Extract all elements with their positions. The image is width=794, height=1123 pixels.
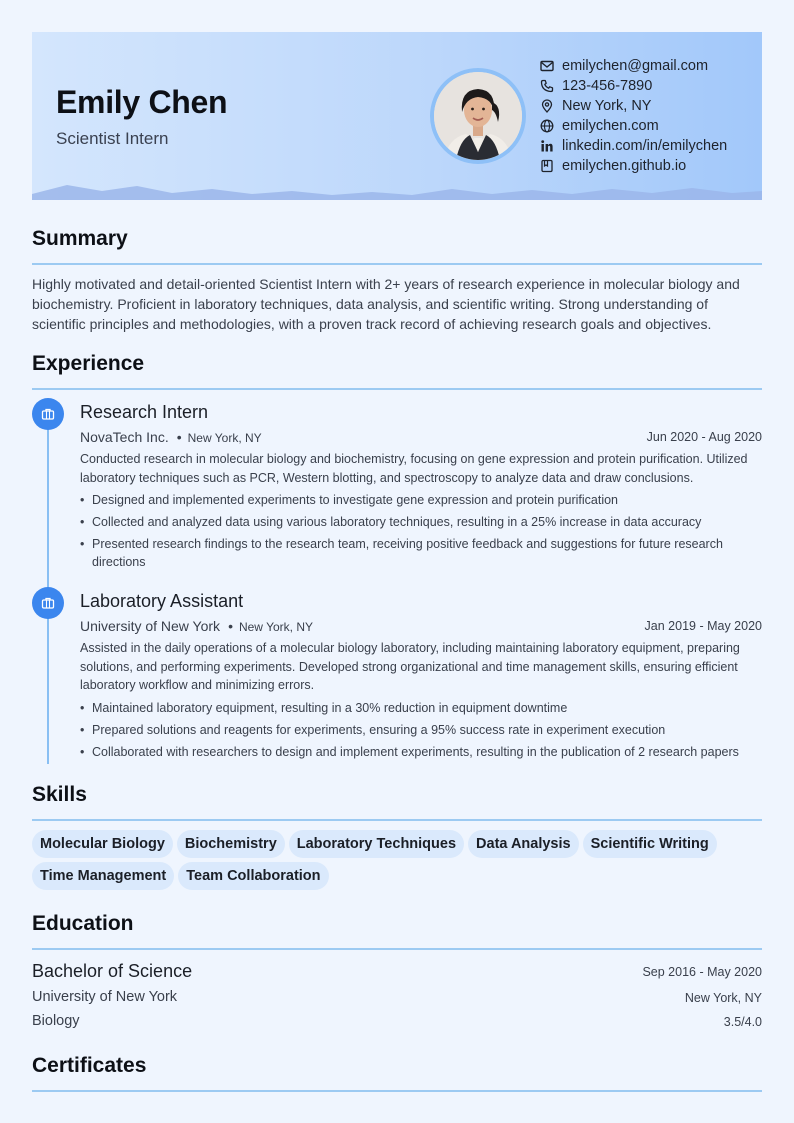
mountain-decoration bbox=[32, 180, 762, 200]
certificates-heading: Certificates bbox=[32, 1054, 147, 1077]
list-item: • Prepared solutions and reagents for experiments, ensuring a 95% success rate in experiment execution bbox=[80, 721, 762, 739]
skill-chip: Laboratory Techniques bbox=[289, 830, 464, 858]
skills-list bbox=[32, 830, 762, 894]
candidate-name: Emily Chen bbox=[56, 84, 228, 120]
briefcase-icon bbox=[41, 596, 55, 610]
contact-linkedin[interactable]: linkedin.com/in/emilychen bbox=[540, 136, 727, 156]
job-bullets bbox=[80, 491, 762, 571]
contact-email[interactable]: emilychen@gmail.com bbox=[540, 56, 727, 76]
school-name: University of New York bbox=[32, 989, 178, 1005]
skill-chip: Biochemistry bbox=[177, 830, 285, 858]
education-heading: Education bbox=[32, 912, 134, 935]
certificates-divider bbox=[32, 1090, 762, 1092]
list-item: • Collected and analyzed data using various laboratory techniques, resulting in a 25% increase in data accuracy bbox=[80, 513, 762, 531]
skill-chip: Data Analysis bbox=[468, 830, 579, 858]
candidate-role: Scientist Intern bbox=[56, 129, 169, 148]
school-location: New York, NY bbox=[684, 991, 762, 1005]
job-marker bbox=[32, 587, 64, 619]
skill-chip: Time Management bbox=[32, 862, 174, 890]
skills-divider bbox=[32, 819, 762, 821]
briefcase-icon bbox=[41, 407, 55, 421]
contact-location: New York, NY bbox=[540, 96, 727, 116]
list-item: • Maintained laboratory equipment, resulting in a 30% reduction in equipment downtime bbox=[80, 699, 762, 717]
education-dates: Sep 2016 - May 2020 bbox=[642, 965, 762, 979]
resume-header bbox=[32, 32, 762, 200]
gpa: 3.5/4.0 bbox=[723, 1015, 762, 1029]
summary-text: Highly motivated and detail-oriented Scientist Intern with 2+ years of research experience in molecular biology and biochemistry. Proficient in laboratory techniques, data analysis, and scientific writing. Strong understanding of scientific principles and methodologies, with a proven track record of achieving research goals and objectives. bbox=[32, 276, 740, 332]
job-title: Laboratory Assistant bbox=[80, 591, 244, 611]
job-title: Research Intern bbox=[80, 402, 209, 422]
profile-photo bbox=[430, 68, 526, 164]
skills-heading: Skills bbox=[32, 783, 87, 806]
contact-github[interactable]: emilychen.github.io bbox=[540, 156, 727, 176]
experience-heading: Experience bbox=[32, 352, 145, 375]
job-description: Conducted research in molecular biology and biochemistry, focusing on gene expression and protein purification. Utilized laboratory techniques such as PCR, Western blotting, and spectroscopy to analyze data and draw conclusions. bbox=[80, 452, 748, 485]
location-pin-icon bbox=[540, 99, 554, 113]
skill-chip: Team Collaboration bbox=[178, 862, 328, 890]
company-name: University of New York bbox=[80, 618, 221, 634]
summary-heading: Summary bbox=[32, 227, 128, 250]
degree: Bachelor of Science bbox=[32, 961, 193, 981]
education-divider bbox=[32, 948, 762, 950]
linkedin-icon bbox=[540, 139, 554, 153]
globe-icon bbox=[540, 119, 554, 133]
list-item: • Collaborated with researchers to design and implement experiments, resulting in the publication of 2 research papers bbox=[80, 743, 762, 761]
phone-icon bbox=[540, 79, 554, 93]
field-of-study: Biology bbox=[32, 1013, 80, 1029]
person-avatar-icon bbox=[434, 72, 522, 160]
job-location: New York, NY bbox=[187, 431, 262, 445]
contact-phone[interactable]: 123-456-7890 bbox=[540, 76, 727, 96]
company-name: NovaTech Inc. bbox=[80, 429, 169, 445]
education-degree-row bbox=[32, 961, 762, 985]
education-school-row bbox=[32, 989, 762, 1009]
experience-divider bbox=[32, 388, 762, 390]
contact-website[interactable]: emilychen.com bbox=[540, 116, 727, 136]
job-meta: NovaTech Inc. • New York, NY Jun 2020 - Aug 2020 bbox=[80, 424, 762, 450]
experience-item bbox=[80, 589, 762, 765]
list-item: • Presented research findings to the research team, receiving positive feedback and suggestions for future research directions bbox=[80, 535, 762, 571]
job-bullets bbox=[80, 699, 762, 761]
mail-icon bbox=[540, 59, 554, 73]
list-item: • Designed and implemented experiments to investigate gene expression and protein purification bbox=[80, 491, 762, 509]
skill-chip: Scientific Writing bbox=[583, 830, 717, 858]
job-marker bbox=[32, 398, 64, 430]
job-description: Assisted in the daily operations of a molecular biology laboratory, including maintaining laboratory equipment, preparing solutions, and performing experiments. Developed strong organizational and time management skills, ensuring efficient laboratory workflow and minimizing errors. bbox=[80, 641, 740, 692]
summary-divider bbox=[32, 263, 762, 265]
skill-chip: Molecular Biology bbox=[32, 830, 173, 858]
job-dates: Jun 2020 - Aug 2020 bbox=[646, 430, 762, 444]
github-icon bbox=[540, 159, 554, 173]
job-meta: University of New York • New York, NY Jan 2019 - May 2020 bbox=[80, 613, 762, 639]
job-location: New York, NY bbox=[238, 620, 314, 634]
job-dates: Jan 2019 - May 2020 bbox=[644, 619, 762, 633]
experience-item bbox=[80, 400, 762, 575]
education-field-row bbox=[32, 1013, 762, 1033]
contact-list bbox=[540, 56, 727, 176]
